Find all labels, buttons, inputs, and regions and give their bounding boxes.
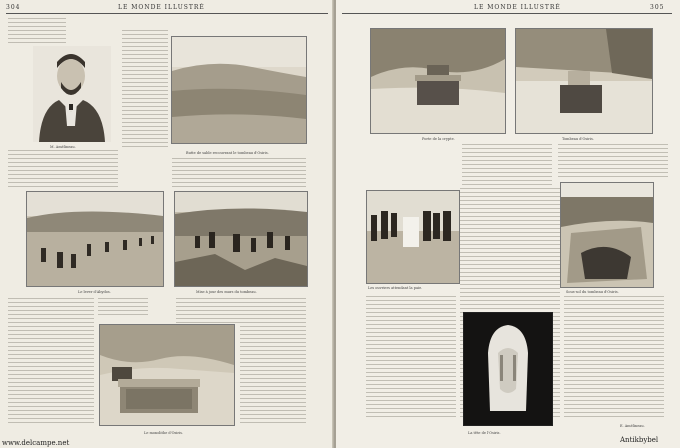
statue-caption: La tête de l'Osiris. [468,431,501,435]
right-page [336,0,680,448]
text-block [564,296,664,420]
excavation-caption: Sous-sol du tombeau d'Osiris. [566,290,619,294]
text-block [122,30,168,150]
statue-photo [463,312,553,426]
right-page-number: 305 [650,4,665,11]
signature: E. Amélineau. [620,424,645,428]
watermark-left: www.delcampe.net [2,439,70,447]
portrait-photo [33,46,111,142]
altar2-caption: Tombeau d'Osiris. [562,137,594,141]
workers1-caption: Le lever d'Abydos. [78,290,111,294]
text-block [558,144,668,178]
text-block [240,326,306,424]
text-block [8,18,66,46]
workers2-caption: Mise à jour des murs du tombeau. [196,290,257,294]
text-block [8,298,94,424]
altar-photo-1 [370,28,506,134]
crowd-photo [366,190,460,284]
sarcophagus-photo [99,324,235,426]
workers-photo-2 [174,191,308,287]
right-page-title: LE MONDE ILLUSTRÉ [474,4,561,11]
text-block [176,298,306,324]
crowd-caption: Les ouvriers attendant la paie. [368,286,423,290]
excavation-photo [560,182,654,288]
text-block [172,158,306,188]
text-block [98,298,148,318]
workers-photo-1 [26,191,164,287]
left-page [0,0,334,448]
text-block [462,144,552,186]
right-header-rule [342,13,672,14]
portrait-caption: M. Amélineau. [50,145,76,149]
hill-caption: Butte de sable recouvrant le tombeau d'Osiris. [186,151,269,155]
watermark-right: Antikbybel [620,436,659,444]
altar1-caption: Porte de la crypte. [422,137,455,141]
altar-photo-2 [515,28,653,134]
left-page-title: LE MONDE ILLUSTRÉ [118,4,205,11]
left-page-number: 304 [6,4,21,11]
text-block [8,150,118,188]
sand-hill-photo [171,36,307,144]
left-header-rule [6,13,328,14]
sarcophagus-caption: Le monolithe d'Osiris. [144,431,184,435]
text-block [366,296,456,418]
